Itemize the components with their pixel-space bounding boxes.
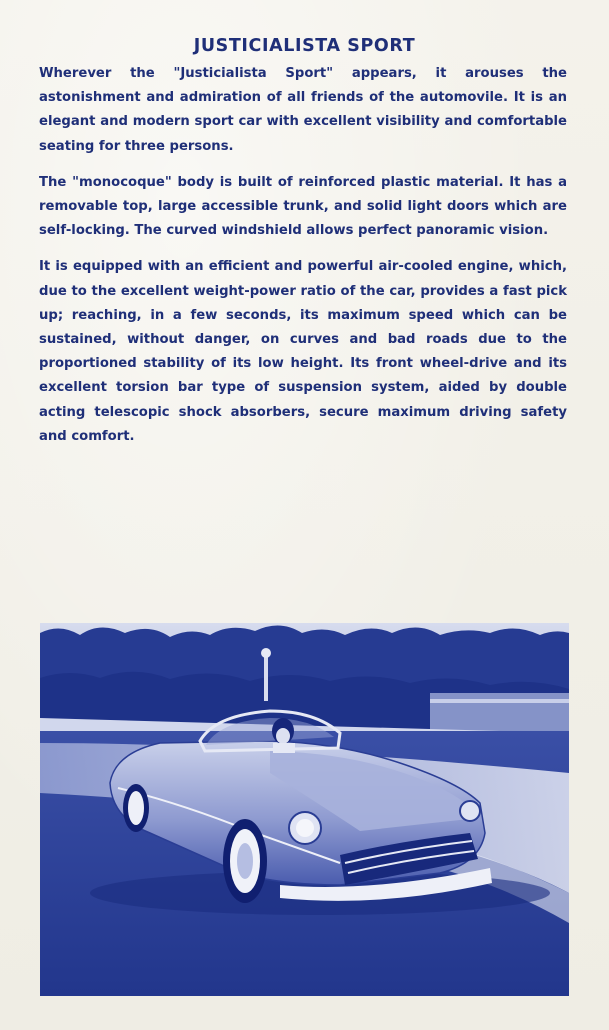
- paragraph-engine: It is equipped with an efficient and powerful air-cooled engine, which, due to the excellent weight-power ratio of the car, provides a fast pick up; reaching, in a few seconds, its maximum speed which can be sustained, without danger, on curves and bad roads due to the proportioned stability of its low height. Its front wheel-drive and its excellent torsion bar type of suspension system, aided by double acting telescopic shock absorbers, secure maximum driving safety and comfort.: [39, 259, 567, 444]
- page-title: JUSTICIALISTA SPORT: [193, 35, 416, 56]
- paragraph-intro: Wherever the "Justicialista Sport" appears, it arouses the astonishment and admiration of all friends of the automovile. It is an elegant and modern sport car with excellent visibility and comfortable seating for three persons.: [39, 66, 567, 154]
- paragraph-body: The "monocoque" body is built of reinforced plastic material. It has a removable top, large accessible trunk, and solid light doors which are self-locking. The curved windshield allows perfect panoramic vision.: [39, 174, 567, 239]
- car-photo: [40, 623, 569, 996]
- article-body: [39, 62, 567, 461]
